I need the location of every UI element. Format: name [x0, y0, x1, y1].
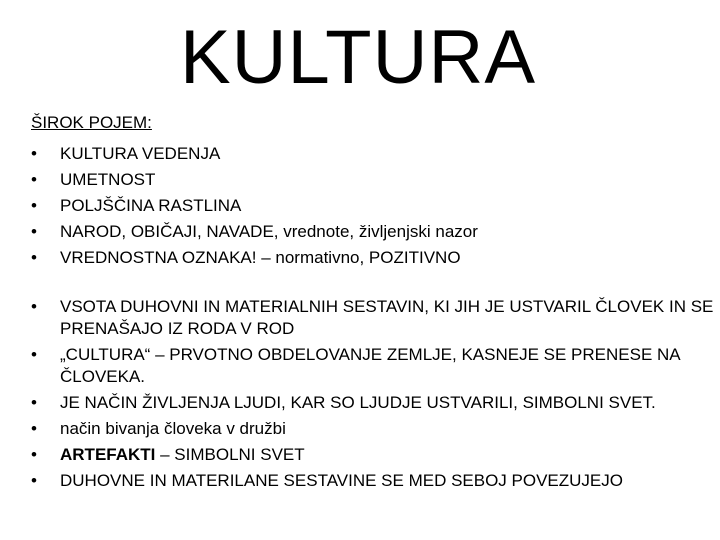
list-item: [31, 296, 720, 340]
bullet-icon: •: [31, 297, 37, 316]
bullet-list-broad-concept: [31, 141, 478, 271]
bullet-icon: •: [31, 419, 37, 438]
list-item-bold-text: ARTEFAKTI: [60, 445, 156, 464]
list-item-text: – SIMBOLNI SVET: [155, 445, 305, 464]
list-item-text: KULTURA VEDENJA: [60, 144, 221, 163]
bullet-icon: •: [31, 471, 37, 490]
bullet-icon: •: [31, 393, 37, 412]
bullet-icon: •: [31, 248, 37, 267]
list-item-text: VSOTA DUHOVNI IN MATERIALNIH SESTAVIN, KI JIH JE USTVARIL ČLOVEK IN SE PRENAŠAJO IZ RODA V ROD: [60, 297, 714, 338]
list-item-text: način bivanja človeka v družbi: [60, 419, 286, 438]
bullet-list-definitions: [31, 296, 720, 496]
list-item-text: VREDNOSTNA OZNAKA! – normativno, POZITIVNO: [60, 248, 461, 267]
list-item: [31, 470, 720, 492]
bullet-icon: •: [31, 445, 37, 464]
list-item: [31, 418, 720, 440]
list-item-text: NAROD, OBIČAJI, NAVADE, vrednote, življenjski nazor: [60, 222, 478, 241]
bullet-icon: •: [31, 170, 37, 189]
list-item-text: POLJŠČINA RASTLINA: [60, 196, 242, 215]
list-item: [31, 193, 478, 219]
list-item-text: JE NAČIN ŽIVLJENJA LJUDI, KAR SO LJUDJE USTVARILI, SIMBOLNI SVET.: [60, 393, 656, 412]
list-item: [31, 167, 478, 193]
bullet-icon: •: [31, 144, 37, 163]
section-heading: ŠIROK POJEM:: [31, 113, 152, 132]
bullet-icon: •: [31, 345, 37, 364]
list-item: [31, 392, 720, 414]
list-item: [31, 141, 478, 167]
bullet-icon: •: [31, 222, 37, 241]
list-item: [31, 245, 478, 271]
list-item-text: UMETNOST: [60, 170, 156, 189]
bullet-icon: •: [31, 196, 37, 215]
list-item-text: DUHOVNE IN MATERILANE SESTAVINE SE MED SEBOJ POVEZUJEJO: [60, 471, 623, 490]
list-item-text: „CULTURA“ – PRVOTNO OBDELOVANJE ZEMLJE, KASNEJE SE PRENESE NA ČLOVEKA.: [60, 345, 680, 386]
list-item: [31, 444, 720, 466]
list-item: [31, 219, 478, 245]
slide-title: KULTURA: [179, 15, 537, 100]
list-item: [31, 344, 720, 388]
